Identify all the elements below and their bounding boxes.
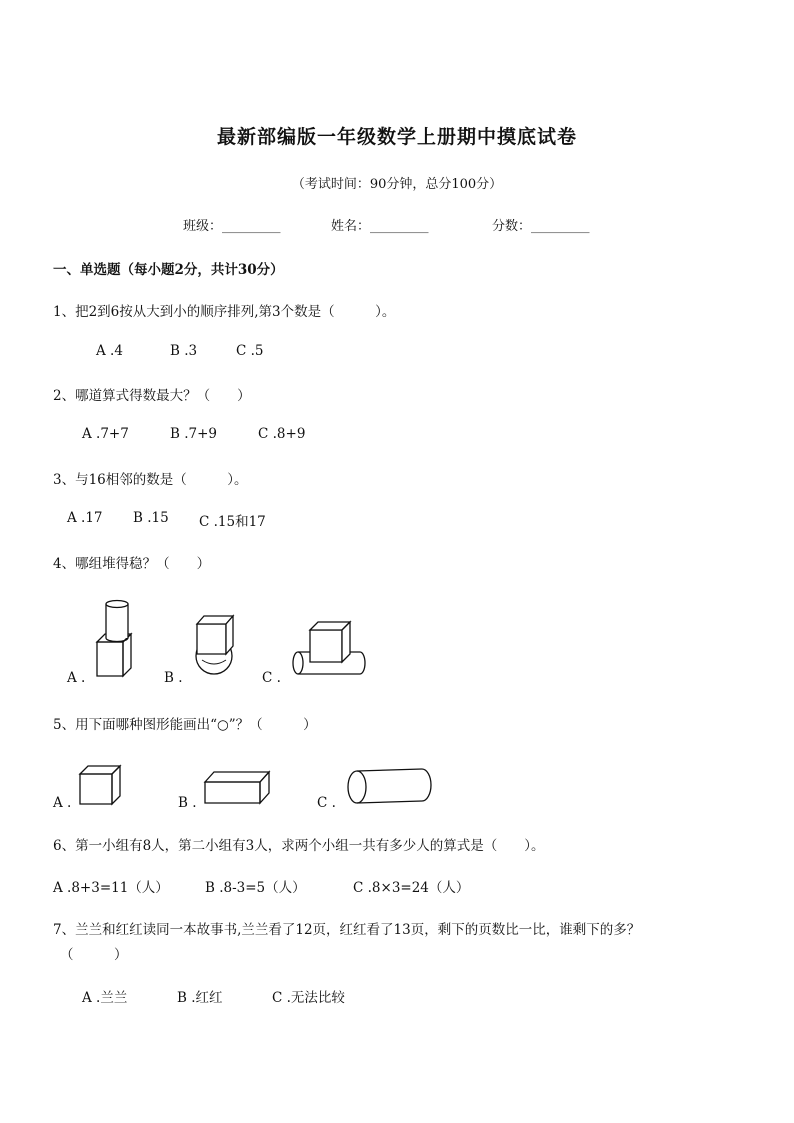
- q6-option-a: A .8+3=11（人）: [53, 880, 169, 896]
- q4-option-b: B .: [164, 670, 183, 686]
- question-4: 4、哪组堆得稳？（ ）: [53, 556, 211, 572]
- cube-on-lying-cylinder-figure: [288, 618, 370, 680]
- question-5: 5、用下面哪种图形能画出“○”？（ ）: [53, 717, 317, 733]
- exam-title: 最新部编版一年级数学上册期中摸底试卷: [216, 126, 577, 148]
- q7-option-a: A .兰兰: [82, 990, 128, 1006]
- q6-option-c: C .8×3=24（人）: [353, 880, 470, 896]
- question-7: 7、兰兰和红红读同一本故事书,兰兰看了12页，红红看了13页，剩下的页数比一比，谁剩下的多？: [53, 922, 641, 938]
- class-field: 班级：_________: [183, 219, 281, 234]
- lying-cylinder-figure: [344, 766, 436, 808]
- q7-option-b: B .红红: [177, 990, 223, 1006]
- cube-figure: [76, 764, 126, 808]
- q6-option-b: B .8-3=5（人）: [205, 880, 306, 896]
- section-title: 一、单选题（每小题2分，共计30分）: [53, 262, 284, 278]
- question-1: 1、把2到6按从大到小的顺序排列,第3个数是（ ）。: [53, 304, 396, 320]
- q2-option-a: A .7+7: [82, 426, 129, 442]
- q2-option-b: B .7+9: [170, 426, 217, 442]
- q5-option-a: A .: [53, 795, 72, 811]
- cube-on-sphere-figure: [190, 612, 244, 684]
- q4-option-c: C .: [262, 670, 281, 686]
- q7-option-c: C .无法比较: [272, 990, 345, 1006]
- q3-option-a: A .17: [67, 510, 103, 526]
- q2-option-c: C .8+9: [258, 426, 306, 442]
- question-3: 3、与16相邻的数是（ ）。: [53, 472, 248, 488]
- q3-option-b: B .15: [133, 510, 169, 526]
- cylinder-on-cube-figure: [90, 596, 140, 682]
- q4-option-a: A .: [67, 670, 86, 686]
- q3-option-c: C .15和17: [199, 514, 266, 530]
- q1-option-a: A .4: [96, 343, 123, 359]
- q5-option-c: C .: [317, 795, 336, 811]
- q5-option-b: B .: [178, 795, 197, 811]
- cuboid-figure: [202, 768, 274, 806]
- question-7-answer-blank: （ ）: [60, 947, 128, 963]
- question-6: 6、第一小组有8人，第二小组有3人，求两个小组一共有多少人的算式是（ ）。: [53, 838, 545, 854]
- score-field: 分数：_________: [492, 219, 590, 234]
- question-2: 2、哪道算式得数最大？（ ）: [53, 388, 251, 404]
- exam-subtitle: （考试时间：90分钟，总分100分）: [291, 177, 503, 192]
- name-field: 姓名：_________: [331, 219, 429, 234]
- q1-option-b: B .3: [170, 343, 198, 359]
- q1-option-c: C .5: [236, 343, 264, 359]
